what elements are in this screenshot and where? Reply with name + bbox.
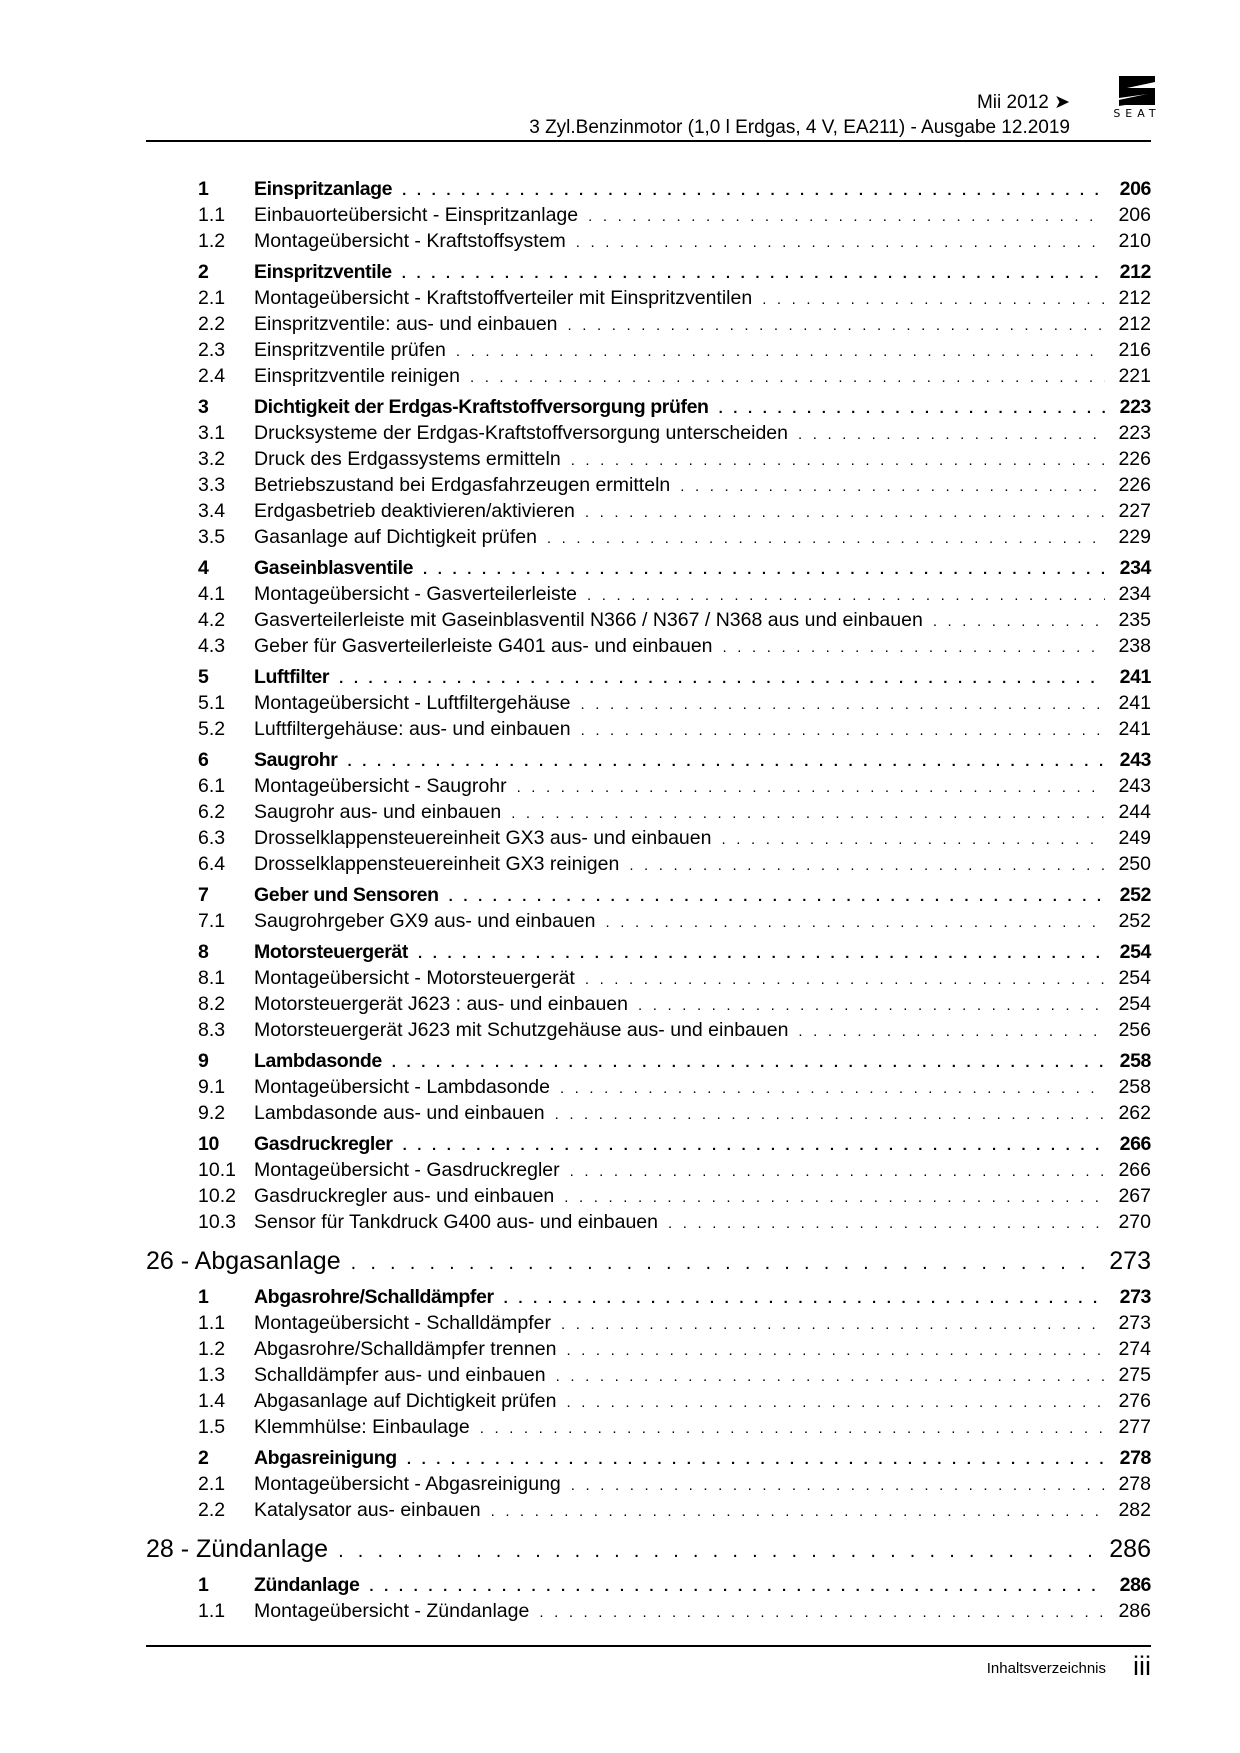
toc-leader-dots: [721, 827, 1105, 853]
toc-entry-page: 273: [1119, 1286, 1151, 1308]
toc-entry-number: 8.1: [198, 967, 226, 989]
toc-entry-title: Einbauorteübersicht - Einspritzanlage: [254, 204, 579, 226]
toc-entry-number: 5.2: [198, 718, 226, 740]
toc-entry-title: Motorsteuergerät J623 mit Schutzgehäuse aus- und einbauen: [254, 1019, 789, 1041]
toc-entry-page: 241: [1118, 718, 1151, 740]
toc-leader-dots: [560, 1076, 1105, 1102]
toc-entry-number: 1: [198, 1574, 209, 1596]
toc-entry-title: Luftfilter: [254, 666, 330, 688]
toc-leader-dots: [629, 853, 1105, 879]
toc-entry-title: Saugrohrgeber GX9 aus- und einbauen: [254, 910, 596, 932]
toc-entry-page: 258: [1119, 1050, 1151, 1072]
toc-entry-page: 275: [1118, 1364, 1151, 1386]
toc-leader-dots: [402, 178, 1105, 204]
toc-item-row[interactable]: [146, 773, 1151, 799]
toc-entry-title: Gaseinblasventile: [254, 557, 414, 579]
toc-leader-dots: [576, 230, 1105, 256]
toc-entry-title: Montageübersicht - Kraftstoffsystem: [254, 230, 566, 252]
toc-leader-dots: [588, 204, 1105, 230]
toc-entry-page: 223: [1118, 422, 1151, 444]
toc-entry-number: 7.1: [198, 910, 226, 932]
toc-entry-page: 227: [1118, 500, 1151, 522]
toc-leader-dots: [511, 801, 1105, 827]
toc-item-row[interactable]: [146, 716, 1151, 742]
toc-item-row[interactable]: [146, 799, 1151, 825]
toc-entry-title: Erdgasbetrieb deaktivieren/aktivieren: [254, 500, 575, 522]
toc-entry-page: 276: [1118, 1390, 1151, 1412]
toc-entry-title: Montageübersicht - Saugrohr: [254, 775, 507, 797]
toc-entry-number: 1.4: [198, 1390, 226, 1412]
toc-leader-dots: [369, 1574, 1105, 1600]
toc-entry-number: 8: [198, 941, 209, 963]
toc-leader-dots: [571, 1473, 1105, 1499]
toc-leader-dots: [585, 967, 1105, 993]
toc-item-row[interactable]: [146, 1074, 1151, 1100]
seat-logo: [1105, 74, 1169, 122]
toc-entry-number: 8.2: [198, 993, 226, 1015]
toc-item-row[interactable]: [146, 965, 1151, 991]
toc-entry-title: 28 - Zündanlage: [146, 1535, 329, 1563]
toc-leader-dots: [933, 609, 1105, 635]
toc-entry-number: 2.2: [198, 1499, 226, 1521]
toc-item-row[interactable]: [146, 472, 1151, 498]
toc-entry-title: Dichtigkeit der Erdgas-Kraftstoffversorgung prüfen: [254, 396, 709, 418]
toc-item-row[interactable]: [146, 446, 1151, 472]
toc-entry-page: 254: [1118, 993, 1151, 1015]
toc-entry-number: 1.1: [198, 204, 226, 226]
toc-leader-dots: [798, 1019, 1105, 1045]
toc-leader-dots: [566, 1390, 1105, 1416]
toc-entry-title: Saugrohr aus- und einbauen: [254, 801, 502, 823]
document-title: Mii 2012 ➤: [976, 92, 1070, 113]
toc-entry-title: Zündanlage: [254, 1574, 360, 1596]
toc-entry-number: 1.1: [198, 1312, 226, 1334]
toc-entry-page: 267: [1118, 1185, 1151, 1207]
toc-entry-title: Montageübersicht - Abgasreinigung: [254, 1473, 561, 1495]
toc-entry-title: Betriebszustand bei Erdgasfahrzeugen ermitteln: [254, 474, 671, 496]
toc-entry-page: 273: [1118, 1312, 1151, 1334]
toc-item-row[interactable]: [146, 1598, 1151, 1624]
toc-entry-page: 212: [1119, 261, 1151, 283]
toc-leader-dots: [587, 583, 1105, 609]
toc-entry-number: 8.3: [198, 1019, 226, 1041]
toc-entry-number: 2.1: [198, 1473, 226, 1495]
toc-leader-dots: [338, 1533, 1099, 1569]
toc-section-row[interactable]: [146, 394, 1151, 420]
toc-entry-page: 221: [1118, 365, 1151, 387]
toc-leader-dots: [403, 1133, 1105, 1159]
toc-entry-title: Gasverteilerleiste mit Gaseinblasventil N366 / N367 / N368 aus und einbauen: [254, 609, 923, 631]
toc-entry-title: Katalysator aus- einbauen: [254, 1499, 481, 1521]
toc-entry-page: 256: [1118, 1019, 1151, 1041]
toc-item-row[interactable]: [146, 311, 1151, 337]
toc-leader-dots: [456, 339, 1105, 365]
toc-entry-page: 278: [1118, 1473, 1151, 1495]
toc-entry-title: Luftfiltergehäuse: aus- und einbauen: [254, 718, 571, 740]
toc-leader-dots: [798, 422, 1105, 448]
toc-entry-page: 234: [1119, 557, 1151, 579]
toc-entry-page: 270: [1118, 1211, 1151, 1233]
toc-item-row[interactable]: [146, 1414, 1151, 1440]
toc-item-row[interactable]: [146, 581, 1151, 607]
toc-entry-title: Montageübersicht - Schalldämpfer: [254, 1312, 551, 1334]
toc-entry-page: 258: [1118, 1076, 1151, 1098]
toc-leader-dots: [539, 1600, 1105, 1626]
toc-section-row[interactable]: [146, 939, 1151, 965]
toc-leader-dots: [723, 635, 1105, 661]
table-of-contents: [146, 176, 1151, 1624]
toc-leader-dots: [762, 287, 1105, 313]
toc-leader-dots: [719, 396, 1105, 422]
toc-entry-title: Geber und Sensoren: [254, 884, 439, 906]
toc-entry-page: 238: [1118, 635, 1151, 657]
toc-entry-title: Einspritzventile: [254, 261, 392, 283]
toc-leader-dots: [606, 910, 1106, 936]
toc-leader-dots: [504, 1286, 1105, 1312]
toc-entry-title: Montageübersicht - Gasdruckregler: [254, 1159, 560, 1181]
toc-entry-title: Abgasrohre/Schalldämpfer: [254, 1286, 494, 1308]
toc-entry-page: 252: [1118, 910, 1151, 932]
toc-entry-number: 10.1: [198, 1159, 236, 1181]
toc-entry-page: 212: [1118, 313, 1151, 335]
toc-leader-dots: [547, 526, 1105, 552]
toc-entry-title: Druck des Erdgassystems ermitteln: [254, 448, 561, 470]
toc-section-row[interactable]: [146, 1572, 1151, 1598]
toc-entry-title: Schalldämpfer aus- und einbauen: [254, 1364, 546, 1386]
toc-entry-number: 3: [198, 396, 209, 418]
toc-entry-page: 252: [1119, 884, 1151, 906]
toc-item-row[interactable]: [146, 908, 1151, 934]
header-rule: [146, 140, 1151, 142]
toc-item-row[interactable]: [146, 851, 1151, 877]
toc-entry-page: 266: [1119, 1133, 1151, 1155]
toc-leader-dots: [570, 1159, 1105, 1185]
toc-leader-dots: [418, 941, 1105, 967]
toc-entry-page: 234: [1118, 583, 1151, 605]
footer-rule: [146, 1645, 1151, 1647]
toc-entry-page: 216: [1118, 339, 1151, 361]
toc-leader-dots: [566, 1338, 1105, 1364]
toc-item-row[interactable]: [146, 825, 1151, 851]
toc-entry-page: 286: [1119, 1574, 1151, 1596]
toc-item-row[interactable]: [146, 1183, 1151, 1209]
toc-entry-title: Montageübersicht - Gasverteilerleiste: [254, 583, 577, 605]
toc-leader-dots: [392, 1050, 1105, 1076]
toc-entry-number: 10.2: [198, 1185, 236, 1207]
toc-entry-page: 273: [1109, 1247, 1151, 1275]
toc-entry-page: 286: [1109, 1535, 1151, 1563]
toc-item-row[interactable]: [146, 498, 1151, 524]
toc-leader-dots: [402, 261, 1105, 287]
toc-entry-page: 266: [1118, 1159, 1151, 1181]
toc-leader-dots: [564, 1185, 1105, 1211]
toc-item-row[interactable]: [146, 633, 1151, 659]
toc-entry-title: Montageübersicht - Motorsteuergerät: [254, 967, 575, 989]
toc-entry-title: Abgasanlage auf Dichtigkeit prüfen: [254, 1390, 557, 1412]
toc-entry-number: 6.4: [198, 853, 226, 875]
toc-item-row[interactable]: [146, 690, 1151, 716]
toc-entry-page: 286: [1118, 1600, 1151, 1622]
toc-entry-page: 206: [1119, 178, 1151, 200]
toc-entry-title: Motorsteuergerät J623 : aus- und einbauen: [254, 993, 628, 1015]
toc-entry-page: 277: [1118, 1416, 1151, 1438]
toc-chapter-row[interactable]: [146, 1243, 1151, 1279]
toc-leader-dots: [517, 775, 1105, 801]
toc-leader-dots: [423, 557, 1105, 583]
toc-entry-number: 4.3: [198, 635, 226, 657]
toc-entry-number: 1.3: [198, 1364, 226, 1386]
toc-section-row[interactable]: [146, 747, 1151, 773]
toc-entry-number: 4: [198, 557, 209, 579]
toc-entry-number: 7: [198, 884, 209, 906]
toc-entry-page: 244: [1118, 801, 1151, 823]
toc-entry-page: 226: [1118, 448, 1151, 470]
toc-entry-number: 1.5: [198, 1416, 226, 1438]
toc-entry-number: 6.2: [198, 801, 226, 823]
toc-entry-number: 2.3: [198, 339, 226, 361]
toc-item-row[interactable]: [146, 420, 1151, 446]
toc-section-row[interactable]: [146, 259, 1151, 285]
toc-item-row[interactable]: [146, 1209, 1151, 1235]
toc-leader-dots: [491, 1499, 1105, 1525]
toc-entry-number: 9.1: [198, 1076, 226, 1098]
toc-entry-title: Montageübersicht - Zündanlage: [254, 1600, 530, 1622]
toc-entry-title: Klemmhülse: Einbaulage: [254, 1416, 470, 1438]
toc-entry-number: 1.1: [198, 1600, 226, 1622]
toc-entry-page: 226: [1118, 474, 1151, 496]
toc-item-row[interactable]: [146, 1100, 1151, 1126]
toc-entry-number: 2.4: [198, 365, 226, 387]
toc-item-row[interactable]: [146, 1362, 1151, 1388]
toc-entry-title: Sensor für Tankdruck G400 aus- und einbauen: [254, 1211, 658, 1233]
toc-item-row[interactable]: [146, 524, 1151, 550]
toc-entry-number: 6.3: [198, 827, 226, 849]
toc-entry-page: 243: [1119, 749, 1151, 771]
toc-entry-number: 10: [198, 1133, 219, 1155]
toc-section-row[interactable]: [146, 1445, 1151, 1471]
toc-leader-dots: [556, 1364, 1105, 1390]
toc-item-row[interactable]: [146, 1157, 1151, 1183]
toc-entry-number: 3.5: [198, 526, 226, 548]
toc-entry-title: Lambdasonde aus- und einbauen: [254, 1102, 545, 1124]
toc-entry-title: Motorsteuergerät: [254, 941, 408, 963]
toc-entry-number: 1: [198, 178, 209, 200]
toc-section-row[interactable]: [146, 882, 1151, 908]
toc-section-row[interactable]: [146, 176, 1151, 202]
toc-item-row[interactable]: [146, 337, 1151, 363]
toc-entry-page: 212: [1118, 287, 1151, 309]
toc-item-row[interactable]: [146, 363, 1151, 389]
toc-leader-dots: [407, 1447, 1105, 1473]
toc-entry-title: Montageübersicht - Kraftstoffverteiler mit Einspritzventilen: [254, 287, 753, 309]
toc-entry-page: 254: [1119, 941, 1151, 963]
toc-entry-number: 4.1: [198, 583, 226, 605]
toc-leader-dots: [568, 313, 1105, 339]
toc-section-row[interactable]: [146, 1284, 1151, 1310]
toc-entry-number: 2.1: [198, 287, 226, 309]
document-subtitle: 3 Zyl.Benzinmotor (1,0 l Erdgas, 4 V, EA211) - Ausgabe 12.2019: [529, 117, 1070, 138]
footer-page-number: iii: [1133, 1651, 1151, 1681]
toc-entry-title: Abgasrohre/Schalldämpfer trennen: [254, 1338, 557, 1360]
toc-entry-page: 241: [1119, 666, 1151, 688]
toc-entry-page: 249: [1118, 827, 1151, 849]
toc-item-row[interactable]: [146, 202, 1151, 228]
toc-entry-title: Montageübersicht - Luftfiltergehäuse: [254, 692, 571, 714]
toc-leader-dots: [470, 365, 1105, 391]
toc-entry-title: Geber für Gasverteilerleiste G401 aus- und einbauen: [254, 635, 713, 657]
toc-leader-dots: [571, 448, 1105, 474]
toc-entry-number: 1.2: [198, 1338, 226, 1360]
toc-entry-title: Gasanlage auf Dichtigkeit prüfen: [254, 526, 537, 548]
toc-item-row[interactable]: [146, 1388, 1151, 1414]
toc-section-row[interactable]: [146, 555, 1151, 581]
toc-entry-page: 210: [1118, 230, 1151, 252]
toc-entry-number: 1: [198, 1286, 209, 1308]
toc-entry-title: Drosselklappensteuereinheit GX3 aus- und einbauen: [254, 827, 712, 849]
toc-entry-title: 26 - Abgasanlage: [146, 1247, 341, 1275]
seat-logo-text: SEAT: [1113, 107, 1161, 120]
toc-entry-number: 3.3: [198, 474, 226, 496]
toc-entry-number: 5: [198, 666, 209, 688]
toc-entry-title: Lambdasonde: [254, 1050, 382, 1072]
toc-item-row[interactable]: [146, 1471, 1151, 1497]
toc-entry-number: 9.2: [198, 1102, 226, 1124]
toc-entry-page: 243: [1118, 775, 1151, 797]
footer-label: Inhaltsverzeichnis: [986, 1660, 1106, 1677]
toc-entry-title: Einspritzventile reinigen: [254, 365, 460, 387]
toc-item-row[interactable]: [146, 1310, 1151, 1336]
toc-entry-number: 2: [198, 261, 209, 283]
toc-entry-title: Drosselklappensteuereinheit GX3 reinigen: [254, 853, 620, 875]
toc-entry-title: Saugrohr: [254, 749, 338, 771]
toc-entry-number: 4.2: [198, 609, 226, 631]
toc-entry-number: 2.2: [198, 313, 226, 335]
toc-leader-dots: [449, 884, 1105, 910]
toc-entry-title: Abgasreinigung: [254, 1447, 397, 1469]
toc-entry-page: 278: [1119, 1447, 1151, 1469]
toc-section-row[interactable]: [146, 1131, 1151, 1157]
toc-entry-page: 206: [1118, 204, 1151, 226]
toc-entry-title: Gasdruckregler: [254, 1133, 393, 1155]
toc-entry-page: 223: [1119, 396, 1151, 418]
toc-entry-page: 274: [1118, 1338, 1151, 1360]
toc-leader-dots: [581, 718, 1105, 744]
toc-entry-page: 250: [1118, 853, 1151, 875]
toc-item-row[interactable]: [146, 228, 1151, 254]
toc-leader-dots: [581, 692, 1105, 718]
toc-entry-title: Einspritzventile: aus- und einbauen: [254, 313, 558, 335]
toc-entry-page: 262: [1118, 1102, 1151, 1124]
toc-entry-number: 6.1: [198, 775, 226, 797]
toc-entry-number: 10.3: [198, 1211, 236, 1233]
toc-entry-title: Gasdruckregler aus- und einbauen: [254, 1185, 555, 1207]
toc-entry-number: 3.4: [198, 500, 226, 522]
toc-section-row[interactable]: [146, 664, 1151, 690]
toc-leader-dots: [680, 474, 1105, 500]
toc-leader-dots: [339, 666, 1105, 692]
toc-item-row[interactable]: [146, 1497, 1151, 1523]
toc-item-row[interactable]: [146, 607, 1151, 633]
toc-leader-dots: [480, 1416, 1105, 1442]
toc-entry-title: Montageübersicht - Lambdasonde: [254, 1076, 550, 1098]
toc-chapter-row[interactable]: [146, 1531, 1151, 1567]
toc-item-row[interactable]: [146, 1336, 1151, 1362]
toc-item-row[interactable]: [146, 1017, 1151, 1043]
toc-leader-dots: [561, 1312, 1105, 1338]
toc-entry-number: 6: [198, 749, 209, 771]
toc-entry-title: Einspritzanlage: [254, 178, 393, 200]
toc-section-row[interactable]: [146, 1048, 1151, 1074]
toc-leader-dots: [351, 1245, 1099, 1281]
toc-entry-number: 9: [198, 1050, 209, 1072]
toc-item-row[interactable]: [146, 991, 1151, 1017]
toc-entry-page: 235: [1118, 609, 1151, 631]
toc-leader-dots: [638, 993, 1105, 1019]
toc-entry-number: 3.2: [198, 448, 226, 470]
toc-entry-page: 254: [1118, 967, 1151, 989]
toc-entry-number: 5.1: [198, 692, 226, 714]
toc-entry-number: 1.2: [198, 230, 226, 252]
toc-leader-dots: [585, 500, 1105, 526]
toc-entry-page: 282: [1118, 1499, 1151, 1521]
toc-entry-title: Drucksysteme der Erdgas-Kraftstoffversorgung unterscheiden: [254, 422, 788, 444]
toc-entry-title: Einspritzventile prüfen: [254, 339, 446, 361]
toc-item-row[interactable]: [146, 285, 1151, 311]
toc-entry-page: 229: [1118, 526, 1151, 548]
toc-entry-number: 2: [198, 1447, 209, 1469]
toc-entry-number: 3.1: [198, 422, 226, 444]
toc-leader-dots: [555, 1102, 1105, 1128]
toc-entry-page: 241: [1118, 692, 1151, 714]
toc-leader-dots: [668, 1211, 1105, 1237]
toc-leader-dots: [347, 749, 1105, 775]
